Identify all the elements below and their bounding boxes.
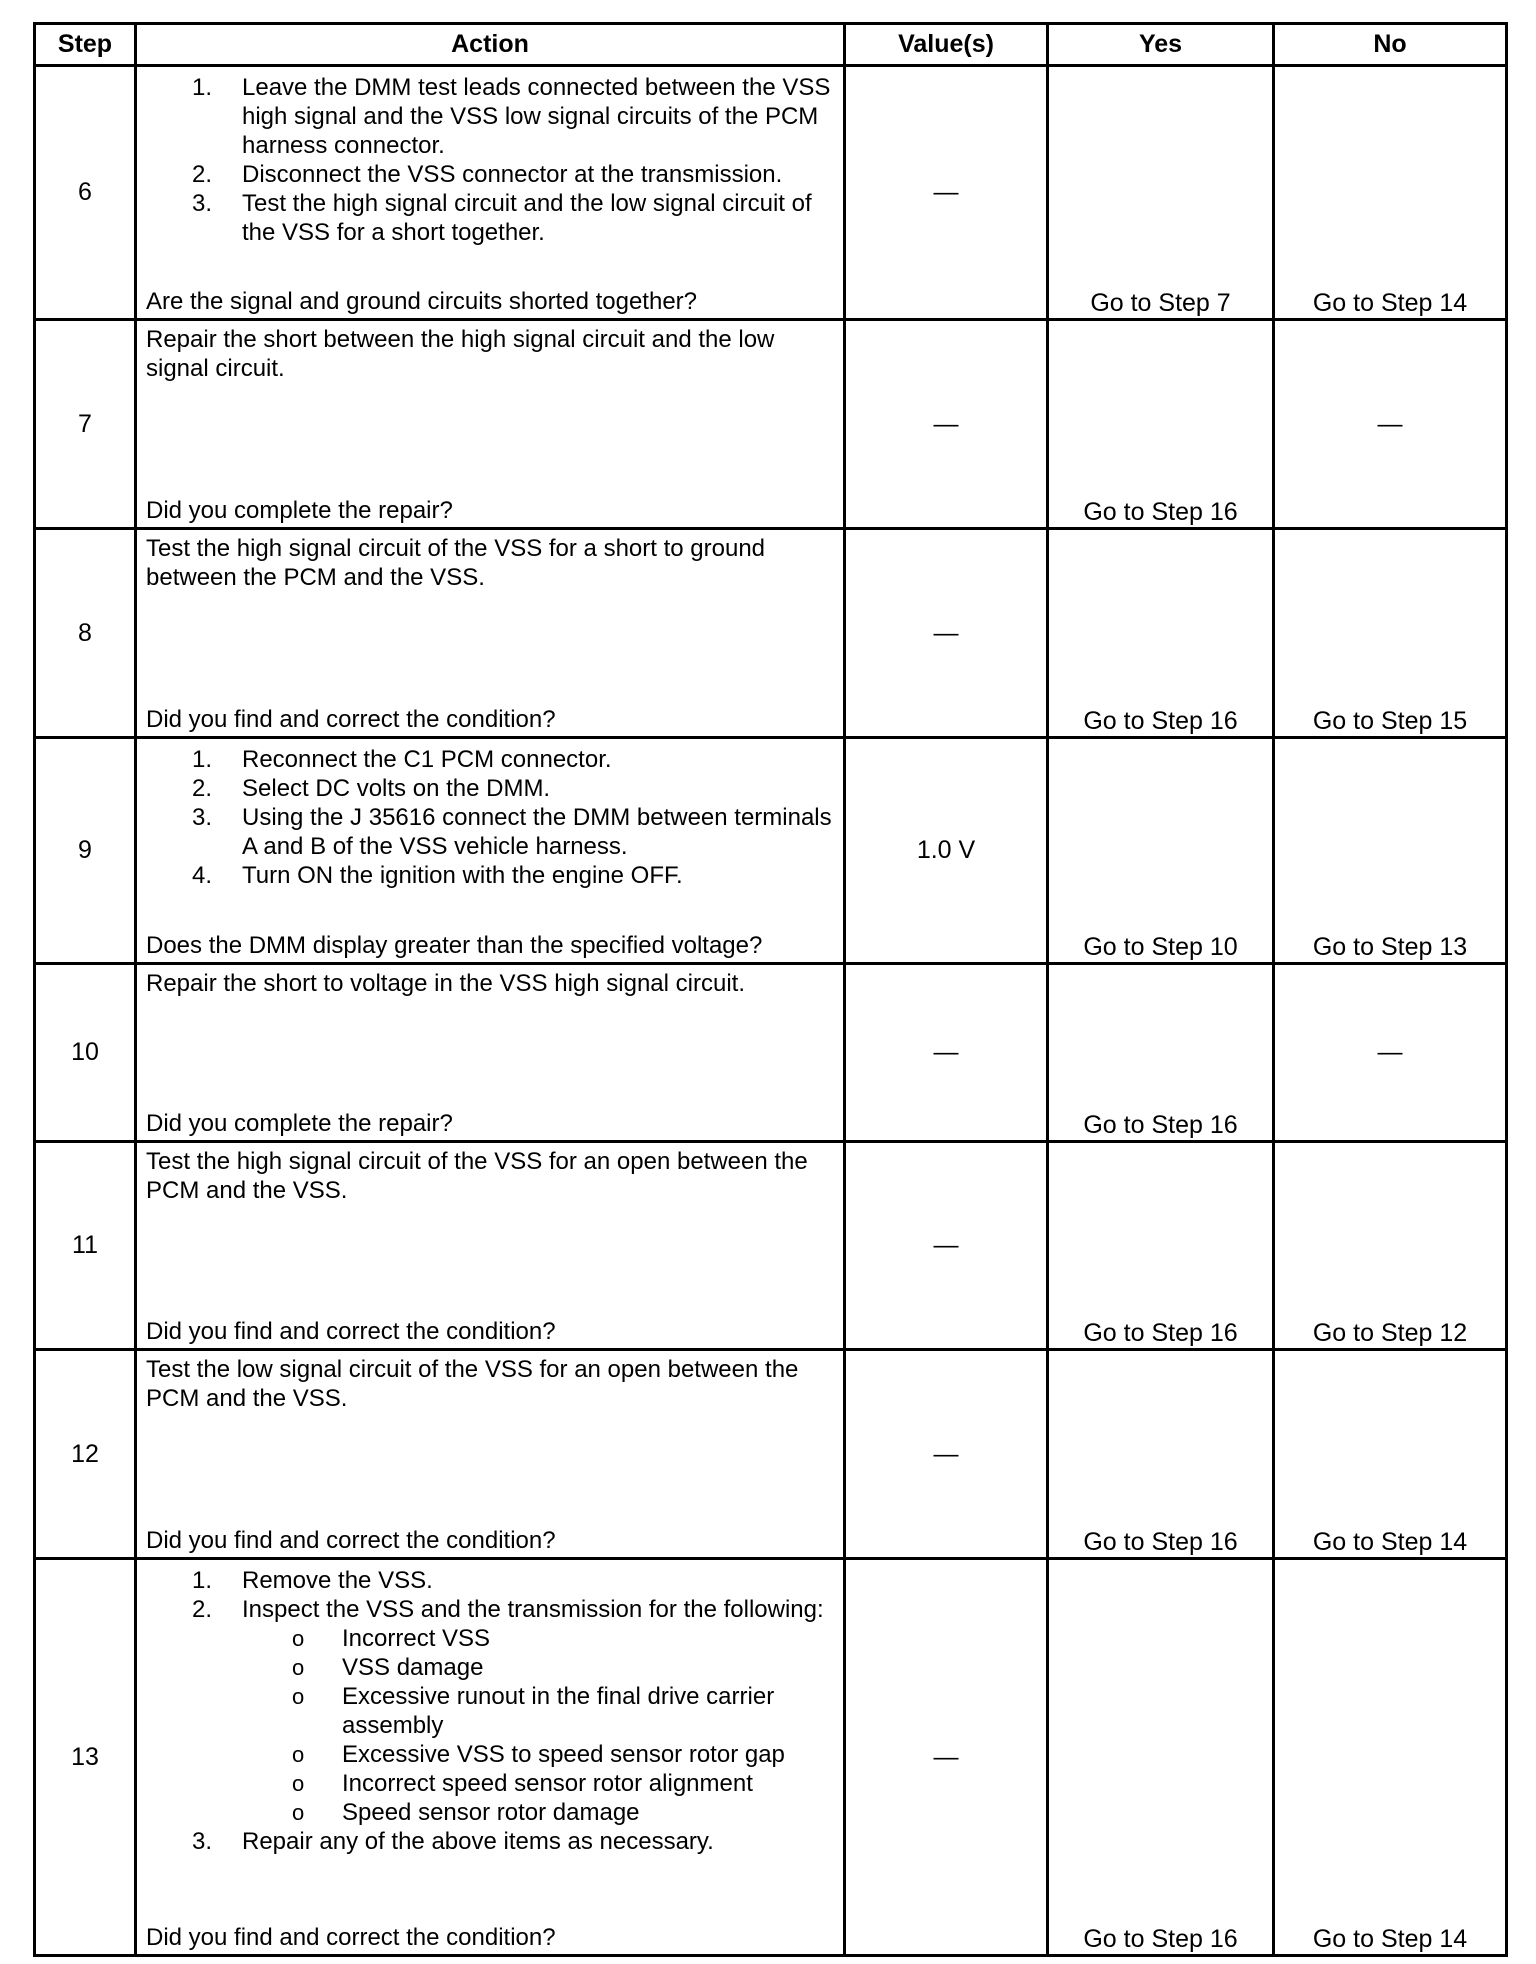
step-number: 7 [35,320,136,529]
action-step-text: Repair any of the above items as necessary. [242,1828,714,1855]
header-no: No [1274,24,1507,66]
action-cell [136,964,845,1142]
no-cell: Go to Step 12 [1274,1142,1507,1350]
action-step-number: 1. [192,1567,213,1594]
action-question: Did you find and correct the condition? [146,1318,556,1345]
action-step-text: Test the high signal circuit and the low signal circuit of the VSS for a short together. [242,190,812,246]
yes-cell: Go to Step 16 [1048,1142,1274,1350]
action-content [137,321,843,527]
action-step-text: Select DC volts on the DMM. [242,775,551,802]
action-steps-list [137,739,843,890]
action-step-number: 2. [192,775,213,802]
value-cell: — [845,1350,1048,1559]
action-cell [136,738,845,964]
action-step-item [137,1827,843,1856]
table-row [35,738,1507,964]
bullet-icon: o [292,1742,305,1767]
sub-list-item [242,1740,837,1769]
action-content [137,965,843,1140]
action-step-number: 1. [192,746,213,773]
step-number: 12 [35,1350,136,1559]
sub-list-text: Excessive VSS to speed sensor rotor gap [342,1741,785,1768]
action-cell [136,1142,845,1350]
value-cell: — [845,1559,1048,1956]
table-header-row [35,24,1507,66]
header-yes: Yes [1048,24,1274,66]
sub-list-item [242,1653,837,1682]
action-step-item [137,803,843,861]
table-row [35,964,1507,1142]
yes-cell: Go to Step 7 [1048,66,1274,320]
sub-list-text: VSS damage [342,1654,484,1681]
action-step-number: 3. [192,1828,213,1855]
sub-list-text: Incorrect VSS [342,1625,491,1652]
no-cell: — [1274,320,1507,529]
action-step-text: Reconnect the C1 PCM connector. [242,746,612,773]
action-step-item [137,189,843,247]
header-values: Value(s) [845,24,1048,66]
sub-list-item [242,1769,837,1798]
action-step-text: Turn ON the ignition with the engine OFF. [242,862,683,889]
sub-list-text: Excessive runout in the final drive carrier assembly [342,1683,775,1739]
action-step-text: Using the J 35616 connect the DMM between terminals A and B of the VSS vehicle harness. [242,804,832,860]
step-number: 10 [35,964,136,1142]
step-number: 11 [35,1142,136,1350]
action-step-text: Remove the VSS. [242,1567,433,1594]
table-row [35,1350,1507,1559]
step-number: 8 [35,529,136,738]
action-step-item [137,160,843,189]
action-step-item [137,73,843,160]
action-content [137,1351,843,1557]
bullet-icon: o [292,1771,305,1796]
action-cell [136,320,845,529]
action-question: Did you find and correct the condition? [146,1924,556,1951]
action-step-number: 3. [192,804,213,831]
action-text: Test the low signal circuit of the VSS for an open between the PCM and the VSS. [146,1356,799,1412]
diagnostic-table [33,22,1508,1957]
action-cell [136,1350,845,1559]
action-question: Did you find and correct the condition? [146,1527,556,1554]
action-content [137,1560,843,1954]
action-content [137,530,843,736]
no-cell: — [1274,964,1507,1142]
action-steps-list [137,67,843,247]
header-step: Step [35,24,136,66]
action-content [137,739,843,962]
action-steps-list [137,1560,843,1856]
bullet-icon: o [292,1684,305,1709]
action-question: Does the DMM display greater than the specified voltage? [146,932,763,959]
table-row [35,66,1507,320]
action-question: Did you find and correct the condition? [146,706,556,733]
yes-cell: Go to Step 16 [1048,1559,1274,1956]
step-number: 13 [35,1559,136,1956]
no-cell: Go to Step 14 [1274,66,1507,320]
table-row [35,1559,1507,1956]
action-step-number: 2. [192,1596,213,1623]
action-text: Test the high signal circuit of the VSS for an open between the PCM and the VSS. [146,1148,808,1204]
action-step-item [137,861,843,890]
value-cell: — [845,66,1048,320]
header-action: Action [136,24,845,66]
table-row [35,1142,1507,1350]
action-text: Repair the short between the high signal circuit and the low signal circuit. [146,326,775,382]
value-cell: — [845,1142,1048,1350]
action-question: Are the signal and ground circuits shorted together? [146,288,698,315]
sub-list-text: Incorrect speed sensor rotor alignment [342,1770,753,1797]
no-cell: Go to Step 15 [1274,529,1507,738]
yes-cell: Go to Step 16 [1048,320,1274,529]
no-cell: Go to Step 13 [1274,738,1507,964]
no-cell: Go to Step 14 [1274,1350,1507,1559]
sub-list-item [242,1682,837,1740]
bullet-icon: o [292,1655,305,1680]
action-step-text: Disconnect the VSS connector at the transmission. [242,161,783,188]
action-content [137,67,843,318]
action-step-item [137,1566,843,1595]
sub-list-text: Speed sensor rotor damage [342,1799,640,1826]
table-row [35,320,1507,529]
action-cell [136,66,845,320]
action-step-number: 4. [192,862,213,889]
yes-cell: Go to Step 10 [1048,738,1274,964]
action-step-item [137,774,843,803]
sub-list-item [242,1624,837,1653]
bullet-icon: o [292,1800,305,1825]
action-question: Did you complete the repair? [146,1110,453,1137]
action-step-item [137,745,843,774]
action-text: Repair the short to voltage in the VSS high signal circuit. [146,970,745,997]
action-cell [136,1559,845,1956]
action-question: Did you complete the repair? [146,497,453,524]
no-cell: Go to Step 14 [1274,1559,1507,1956]
bullet-icon: o [292,1626,305,1651]
yes-cell: Go to Step 16 [1048,529,1274,738]
sub-list [242,1624,837,1827]
step-number: 9 [35,738,136,964]
yes-cell: Go to Step 16 [1048,1350,1274,1559]
sub-list-item [242,1798,837,1827]
action-step-number: 3. [192,190,213,217]
action-step-number: 2. [192,161,213,188]
value-cell: — [845,320,1048,529]
yes-cell: Go to Step 16 [1048,964,1274,1142]
action-cell [136,529,845,738]
table-body [35,66,1507,1956]
table-row [35,529,1507,738]
action-step-text: Leave the DMM test leads connected between the VSS high signal and the VSS low signal circuits of the PCM harness connector. [242,74,831,159]
step-number: 6 [35,66,136,320]
action-step-item [137,1595,843,1827]
action-step-number: 1. [192,74,213,101]
action-text: Test the high signal circuit of the VSS for a short to ground between the PCM and the VSS. [146,535,766,591]
value-cell: — [845,529,1048,738]
value-cell: — [845,964,1048,1142]
action-step-text: Inspect the VSS and the transmission for the following: [242,1596,824,1623]
value-cell: 1.0 V [845,738,1048,964]
action-content [137,1143,843,1348]
